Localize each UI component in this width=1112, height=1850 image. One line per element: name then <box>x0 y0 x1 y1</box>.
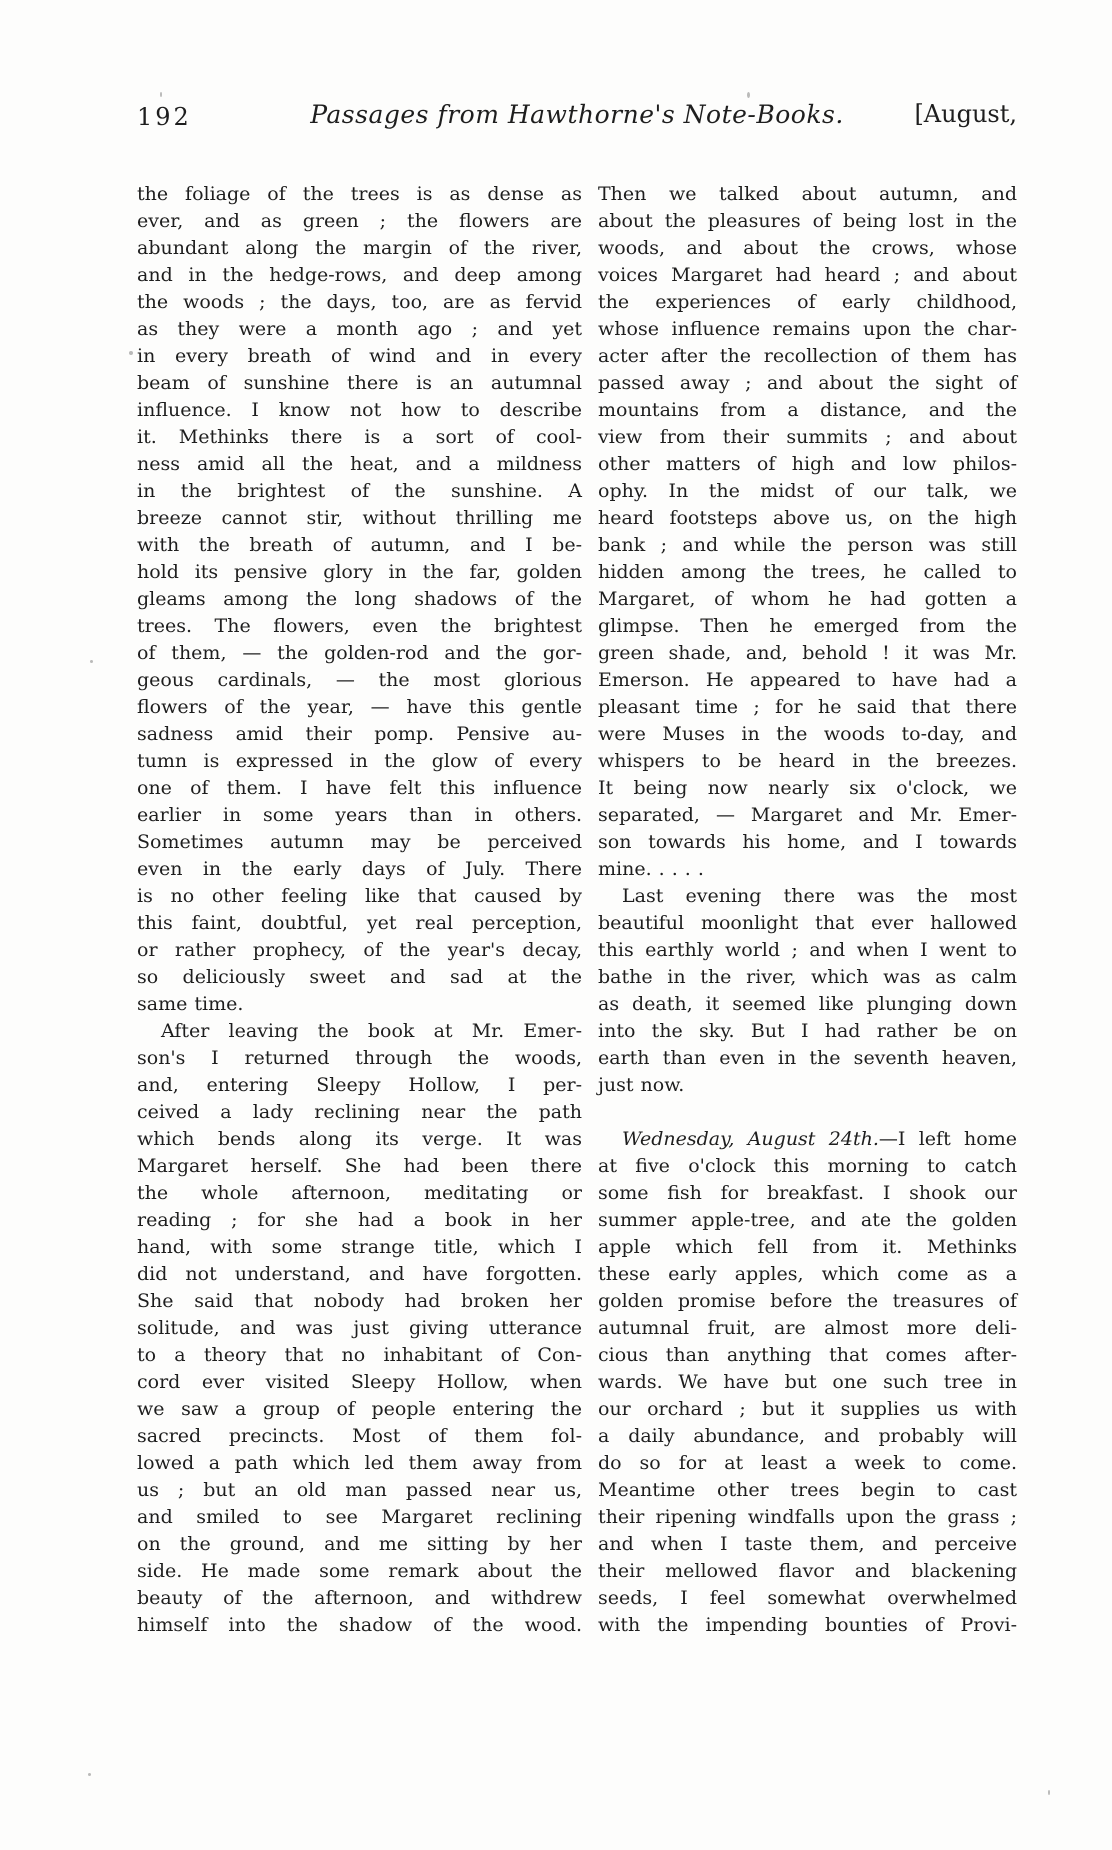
text-line: at five o'clock this morning to catch <box>598 1155 1017 1177</box>
text-line: geous cardinals, — the most glorious <box>137 669 582 691</box>
text-line: earlier in some years than in others. <box>137 804 582 826</box>
text-line: gleams among the long shadows of the <box>137 588 582 610</box>
text-line: It being now nearly six o'clock, we <box>598 777 1017 799</box>
text-line: to a theory that no inhabitant of Con- <box>137 1344 582 1366</box>
page-number: 192 <box>137 103 192 131</box>
text-line: cord ever visited Sleepy Hollow, when <box>137 1371 582 1393</box>
text-line: this earthly world ; and when I went to <box>598 939 1017 961</box>
text-line: Sometimes autumn may be perceived <box>137 831 582 853</box>
text-line: into the sky. But I had rather be on <box>598 1020 1017 1042</box>
text-line: passed away ; and about the sight of <box>598 372 1017 394</box>
text-line: their mellowed flavor and blackening <box>598 1560 1017 1582</box>
text-line: mine. . . . . <box>598 858 704 880</box>
text-line: is no other feeling like that caused by <box>137 885 582 907</box>
text-line: with the impending bounties of Provi- <box>598 1614 1017 1636</box>
text-line: as they were a month ago ; and yet <box>137 318 582 340</box>
text-line: voices Margaret had heard ; and about <box>598 264 1017 286</box>
text-line: summer apple-tree, and ate the golden <box>598 1209 1017 1231</box>
text-line: were Muses in the woods to-day, and <box>598 723 1017 745</box>
scan-speck <box>88 1773 91 1776</box>
left-column <box>137 181 582 1639</box>
text-line: lowed a path which led them away from <box>137 1452 582 1474</box>
text-line: son's I returned through the woods, <box>137 1047 582 1069</box>
text-line: side. He made some remark about the <box>137 1560 582 1582</box>
text-line: our orchard ; but it supplies us with <box>598 1398 1017 1420</box>
text-line: whose influence remains upon the char- <box>598 318 1017 340</box>
text-line: and smiled to see Margaret reclining <box>137 1506 582 1528</box>
text-line: the woods ; the days, too, are as fervid <box>137 291 582 313</box>
text-line: ness amid all the heat, and a mildness <box>137 453 582 475</box>
text-line: flowers of the year, — have this gentle <box>137 696 582 718</box>
text-line: beam of sunshine there is an autumnal <box>137 372 582 394</box>
text-line: as death, it seemed like plunging down <box>598 993 1017 1015</box>
text-line: influence. I know not how to describe <box>137 399 582 421</box>
text-line: this faint, doubtful, yet real perception, <box>137 912 582 934</box>
text-line: and, entering Sleepy Hollow, I per- <box>137 1074 582 1096</box>
text-line: do so for at least a week to come. <box>598 1452 1017 1474</box>
text-line: tumn is expressed in the glow of every <box>137 750 582 772</box>
text-line: and in the hedge-rows, and deep among <box>137 264 582 286</box>
text-line: so deliciously sweet and sad at the <box>137 966 582 988</box>
paragraph <box>137 1018 582 1639</box>
text-line: Margaret herself. She had been there <box>137 1155 582 1177</box>
text-line: After leaving the book at Mr. Emer- <box>161 1020 582 1042</box>
text-line: bathe in the river, which was as calm <box>598 966 1017 988</box>
text-line: Margaret, of whom he had gotten a <box>598 588 1017 610</box>
scan-speck <box>747 92 750 98</box>
text-line: ophy. In the midst of our talk, we <box>598 480 1017 502</box>
text-line: same time. <box>137 993 244 1015</box>
text-line: other matters of high and low philos- <box>598 453 1017 475</box>
text-line: woods, and about the crows, whose <box>598 237 1017 259</box>
text-line: of them, — the golden-rod and the gor- <box>137 642 582 664</box>
text-line: the foliage of the trees is as dense as <box>137 183 582 205</box>
text-line: did not understand, and have forgotten. <box>137 1263 582 1285</box>
text-line: heard footsteps above us, on the high <box>598 507 1017 529</box>
scan-speck <box>1048 1790 1050 1795</box>
scan-speck <box>160 92 162 97</box>
text-line: it. Methinks there is a sort of cool- <box>137 426 582 448</box>
text-line: us ; but an old man passed near us, <box>137 1479 582 1501</box>
text-line: view from their summits ; and about <box>598 426 1017 448</box>
text-line: or rather prophecy, of the year's decay, <box>137 939 582 961</box>
text-line: apple which fell from it. Methinks <box>598 1236 1017 1258</box>
text-line: these early apples, which come as a <box>598 1263 1017 1285</box>
text-line: trees. The flowers, even the brightest <box>137 615 582 637</box>
paragraph <box>598 1126 1017 1639</box>
text-line: reading ; for she had a book in her <box>137 1209 582 1231</box>
text-line: acter after the recollection of them has <box>598 345 1017 367</box>
text-line: seeds, I feel somewhat overwhelmed <box>598 1587 1017 1609</box>
text-line: green shade, and, behold ! it was Mr. <box>598 642 1017 664</box>
paragraph <box>137 181 582 1018</box>
text-line: just now. <box>598 1074 685 1096</box>
text-line: separated, — Margaret and Mr. Emer- <box>598 804 1017 826</box>
text-line: son towards his home, and I towards <box>598 831 1017 853</box>
text-line: even in the early days of July. There <box>137 858 582 880</box>
text-line: whispers to be heard in the breezes. <box>598 750 1017 772</box>
text-line: which bends along its verge. It was <box>137 1128 582 1150</box>
text-line: cious than anything that comes after- <box>598 1344 1017 1366</box>
date-heading: Wednesday, August 24th. <box>622 1128 879 1150</box>
text-line: a daily abundance, and probably will <box>598 1425 1017 1447</box>
text-line: breeze cannot stir, without thrilling me <box>137 507 582 529</box>
text-line: with the breath of autumn, and I be- <box>137 534 582 556</box>
text-line: hold its pensive glory in the far, golden <box>137 561 582 583</box>
header-month: [August, <box>914 100 1017 128</box>
text-line: some fish for breakfast. I shook our <box>598 1182 1017 1204</box>
text-line: beautiful moonlight that ever hallowed <box>598 912 1017 934</box>
text-line: one of them. I have felt this influence <box>137 777 582 799</box>
paragraph <box>598 883 1017 1099</box>
text-line: their ripening windfalls upon the grass ; <box>598 1506 1017 1528</box>
text-line: in every breath of wind and in every <box>137 345 582 367</box>
text-line: and when I taste them, and perceive <box>598 1533 1017 1555</box>
text-line: mountains from a distance, and the <box>598 399 1017 421</box>
text-line: earth than even in the seventh heaven, <box>598 1047 1017 1069</box>
text-line: Emerson. He appeared to have had a <box>598 669 1017 691</box>
text-line: bank ; and while the person was still <box>598 534 1017 556</box>
text-line: in the brightest of the sunshine. A <box>137 480 582 502</box>
text-line: ceived a lady reclining near the path <box>137 1101 582 1123</box>
text-line: Meantime other trees begin to cast <box>598 1479 1017 1501</box>
text-line: golden promise before the treasures of <box>598 1290 1017 1312</box>
paragraph <box>598 181 1017 883</box>
text-line: the whole afternoon, meditating or <box>137 1182 582 1204</box>
text-line: Wednesday, August 24th.—I left home <box>622 1128 1017 1150</box>
text-line: autumnal fruit, are almost more deli- <box>598 1317 1017 1339</box>
text-line: about the pleasures of being lost in the <box>598 210 1017 232</box>
text-line: solitude, and was just giving utterance <box>137 1317 582 1339</box>
text-line: glimpse. Then he emerged from the <box>598 615 1017 637</box>
text-block <box>137 181 1017 1639</box>
scan-speck <box>90 660 93 663</box>
text-line: sadness amid their pomp. Pensive au- <box>137 723 582 745</box>
running-title: Passages from Hawthorne's Note-Books. <box>310 100 844 129</box>
right-column <box>598 181 1017 1639</box>
text-line: pleasant time ; for he said that there <box>598 696 1017 718</box>
text-line: Then we talked about autumn, and <box>598 183 1017 205</box>
scan-speck <box>129 351 133 355</box>
text-line: Last evening there was the most <box>622 885 1017 907</box>
text-line: ever, and as green ; the flowers are <box>137 210 582 232</box>
page-header <box>137 100 1017 136</box>
text-line: abundant along the margin of the river, <box>137 237 582 259</box>
text-line: hand, with some strange title, which I <box>137 1236 582 1258</box>
text-line: hidden among the trees, he called to <box>598 561 1017 583</box>
text-line: we saw a group of people entering the <box>137 1398 582 1420</box>
text-line: on the ground, and me sitting by her <box>137 1533 582 1555</box>
text-line: the experiences of early childhood, <box>598 291 1017 313</box>
text-line: beauty of the afternoon, and withdrew <box>137 1587 582 1609</box>
text-line: sacred precincts. Most of them fol- <box>137 1425 582 1447</box>
text-line: himself into the shadow of the wood. <box>137 1614 582 1636</box>
text-line: wards. We have but one such tree in <box>598 1371 1017 1393</box>
text-line: She said that nobody had broken her <box>137 1290 582 1312</box>
